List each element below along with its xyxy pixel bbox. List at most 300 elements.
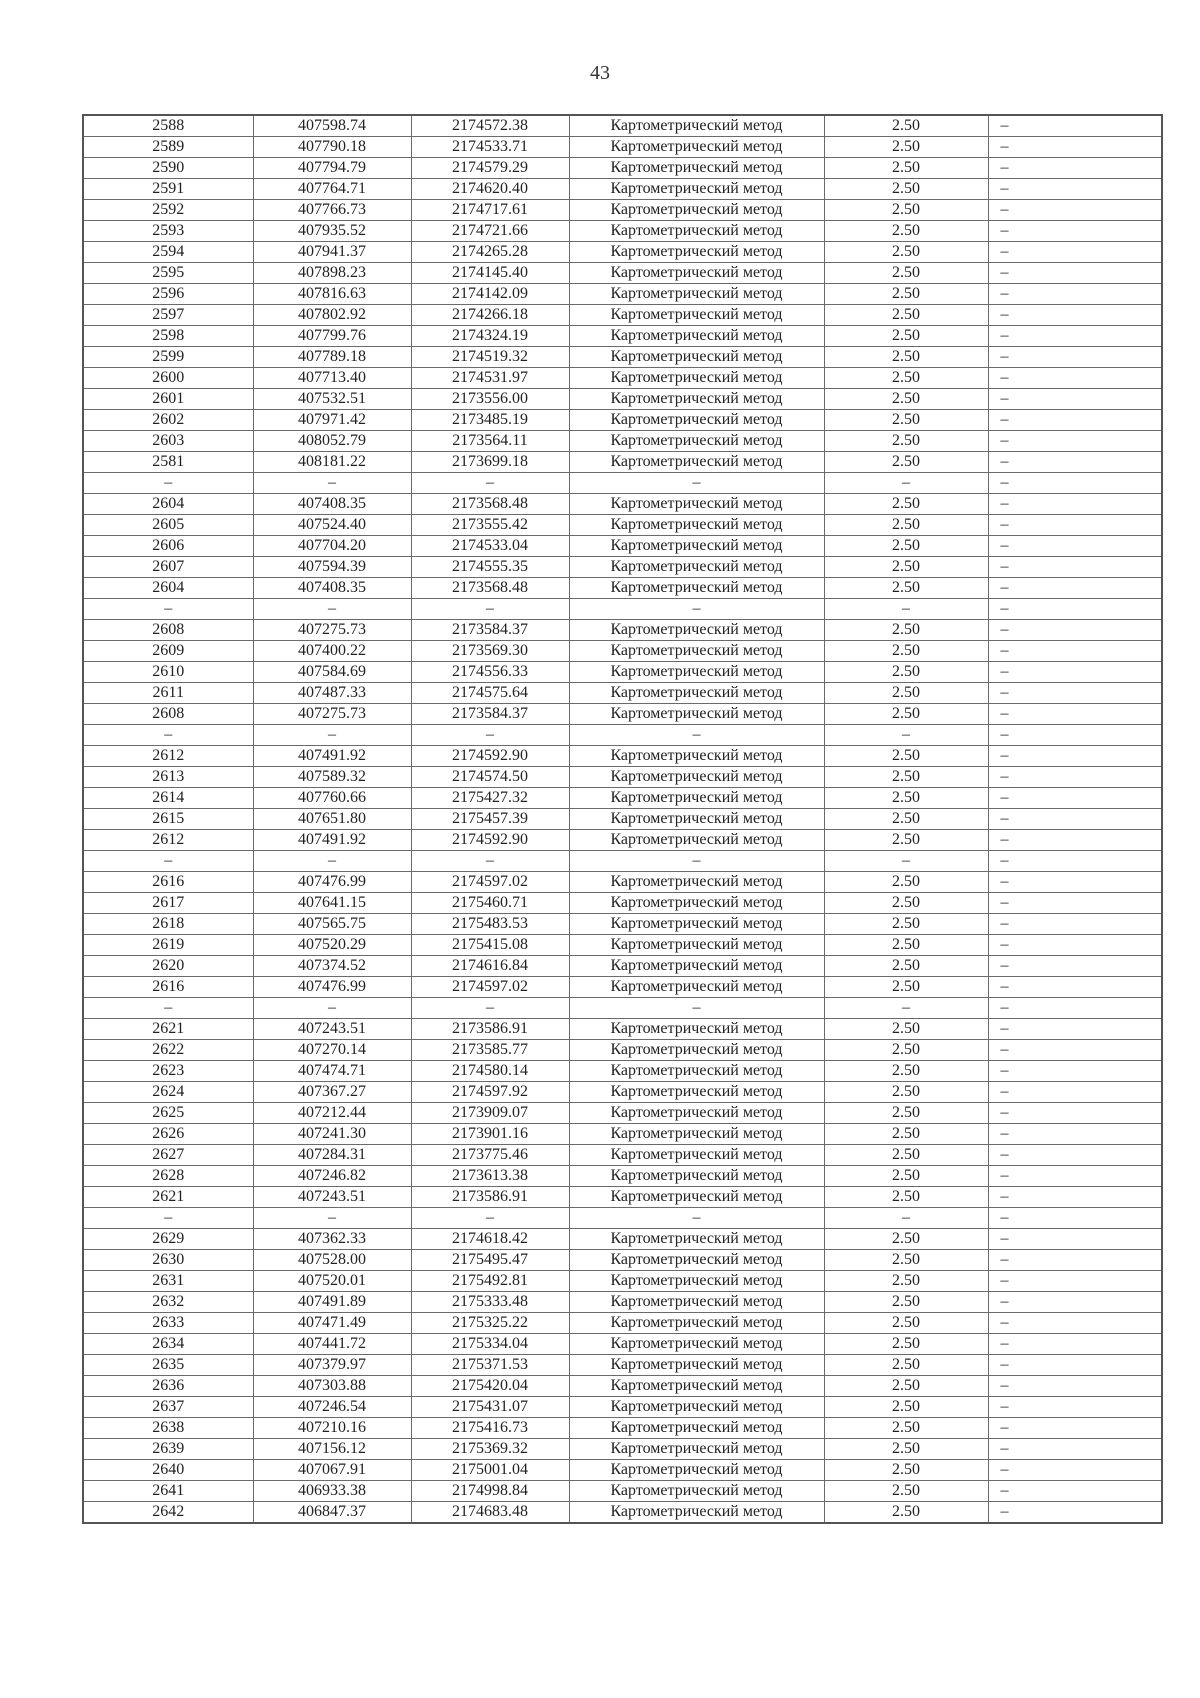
y-coordinate-cell: 2175492.81 — [411, 1271, 569, 1292]
accuracy-cell: 2.50 — [824, 410, 988, 431]
table-row — [83, 1313, 1162, 1334]
accuracy-cell: – — [824, 1208, 988, 1229]
x-coordinate-cell: 407816.63 — [253, 284, 411, 305]
accuracy-cell: 2.50 — [824, 1439, 988, 1460]
method-cell: Картометрический метод — [569, 452, 824, 473]
x-coordinate-cell: 407651.80 — [253, 809, 411, 830]
description-cell: – — [988, 1166, 1162, 1187]
point-number-cell: 2592 — [83, 200, 253, 221]
table-row — [83, 1166, 1162, 1187]
table-row — [83, 326, 1162, 347]
table-row — [83, 263, 1162, 284]
x-coordinate-cell: 407794.79 — [253, 158, 411, 179]
y-coordinate-cell: 2175420.04 — [411, 1376, 569, 1397]
point-number-cell: 2630 — [83, 1250, 253, 1271]
x-coordinate-cell: – — [253, 998, 411, 1019]
table-row — [83, 893, 1162, 914]
accuracy-cell: 2.50 — [824, 200, 988, 221]
accuracy-cell: 2.50 — [824, 956, 988, 977]
description-cell: – — [988, 1460, 1162, 1481]
table-row — [83, 410, 1162, 431]
x-coordinate-cell: 407789.18 — [253, 347, 411, 368]
table-row — [83, 956, 1162, 977]
table-row — [83, 515, 1162, 536]
point-number-cell: 2642 — [83, 1502, 253, 1524]
method-cell: – — [569, 599, 824, 620]
x-coordinate-cell: 407362.33 — [253, 1229, 411, 1250]
page-number: 43 — [590, 62, 610, 84]
y-coordinate-cell: 2173775.46 — [411, 1145, 569, 1166]
coordinates-table-body — [83, 115, 1162, 1523]
point-number-cell: 2609 — [83, 641, 253, 662]
point-number-cell: 2623 — [83, 1061, 253, 1082]
table-row — [83, 1502, 1162, 1524]
point-number-cell: 2608 — [83, 704, 253, 725]
x-coordinate-cell: 407589.32 — [253, 767, 411, 788]
x-coordinate-cell: 407598.74 — [253, 115, 411, 137]
point-number-cell: 2604 — [83, 578, 253, 599]
point-number-cell: 2617 — [83, 893, 253, 914]
point-number-cell: 2616 — [83, 872, 253, 893]
method-cell: Картометрический метод — [569, 1502, 824, 1524]
description-cell: – — [988, 1271, 1162, 1292]
accuracy-cell: 2.50 — [824, 662, 988, 683]
description-cell: – — [988, 914, 1162, 935]
x-coordinate-cell: 407971.42 — [253, 410, 411, 431]
table-row — [83, 1103, 1162, 1124]
point-number-cell: 2633 — [83, 1313, 253, 1334]
point-number-cell: 2607 — [83, 557, 253, 578]
point-number-cell: 2588 — [83, 115, 253, 137]
description-cell: – — [988, 1418, 1162, 1439]
y-coordinate-cell: 2174533.71 — [411, 137, 569, 158]
x-coordinate-cell: 407374.52 — [253, 956, 411, 977]
method-cell: Картометрический метод — [569, 620, 824, 641]
accuracy-cell: 2.50 — [824, 1061, 988, 1082]
description-cell: – — [988, 788, 1162, 809]
accuracy-cell: – — [824, 599, 988, 620]
x-coordinate-cell: 407704.20 — [253, 536, 411, 557]
x-coordinate-cell: 407641.15 — [253, 893, 411, 914]
x-coordinate-cell: 407528.00 — [253, 1250, 411, 1271]
accuracy-cell: 2.50 — [824, 767, 988, 788]
description-cell: – — [988, 998, 1162, 1019]
table-row — [83, 1250, 1162, 1271]
point-number-cell: 2604 — [83, 494, 253, 515]
y-coordinate-cell: 2175457.39 — [411, 809, 569, 830]
x-coordinate-cell: 407476.99 — [253, 872, 411, 893]
point-number-cell: 2581 — [83, 452, 253, 473]
x-coordinate-cell: 407491.92 — [253, 746, 411, 767]
table-row — [83, 536, 1162, 557]
description-cell: – — [988, 536, 1162, 557]
description-cell: – — [988, 830, 1162, 851]
table-row — [83, 1271, 1162, 1292]
y-coordinate-cell: 2175483.53 — [411, 914, 569, 935]
point-number-cell: 2605 — [83, 515, 253, 536]
method-cell: Картометрический метод — [569, 1103, 824, 1124]
separator-row — [83, 473, 1162, 494]
table-row — [83, 1334, 1162, 1355]
x-coordinate-cell: 407520.01 — [253, 1271, 411, 1292]
x-coordinate-cell: 407524.40 — [253, 515, 411, 536]
x-coordinate-cell: 407898.23 — [253, 263, 411, 284]
description-cell: – — [988, 389, 1162, 410]
description-cell: – — [988, 1208, 1162, 1229]
point-number-cell: 2598 — [83, 326, 253, 347]
description-cell: – — [988, 1502, 1162, 1524]
method-cell: Картометрический метод — [569, 956, 824, 977]
accuracy-cell: 2.50 — [824, 914, 988, 935]
x-coordinate-cell: 407270.14 — [253, 1040, 411, 1061]
point-number-cell: 2589 — [83, 137, 253, 158]
x-coordinate-cell: 407367.27 — [253, 1082, 411, 1103]
point-number-cell: 2628 — [83, 1166, 253, 1187]
method-cell: Картометрический метод — [569, 284, 824, 305]
method-cell: Картометрический метод — [569, 242, 824, 263]
x-coordinate-cell: 407408.35 — [253, 494, 411, 515]
table-row — [83, 662, 1162, 683]
x-coordinate-cell: 407764.71 — [253, 179, 411, 200]
table-row — [83, 1355, 1162, 1376]
table-row — [83, 389, 1162, 410]
description-cell: – — [988, 137, 1162, 158]
method-cell: Картометрический метод — [569, 221, 824, 242]
x-coordinate-cell: 407474.71 — [253, 1061, 411, 1082]
description-cell: – — [988, 935, 1162, 956]
table-row — [83, 746, 1162, 767]
point-number-cell: 2596 — [83, 284, 253, 305]
accuracy-cell: 2.50 — [824, 1166, 988, 1187]
description-cell: – — [988, 1334, 1162, 1355]
table-row — [83, 368, 1162, 389]
method-cell: Картометрический метод — [569, 935, 824, 956]
x-coordinate-cell: 407491.89 — [253, 1292, 411, 1313]
table-row — [83, 1082, 1162, 1103]
table-row — [83, 1376, 1162, 1397]
description-cell: – — [988, 683, 1162, 704]
table-row — [83, 200, 1162, 221]
method-cell: – — [569, 998, 824, 1019]
method-cell: Картометрический метод — [569, 893, 824, 914]
method-cell: Картометрический метод — [569, 305, 824, 326]
description-cell: – — [988, 326, 1162, 347]
table-row — [83, 1229, 1162, 1250]
method-cell: Картометрический метод — [569, 1040, 824, 1061]
accuracy-cell: 2.50 — [824, 1145, 988, 1166]
x-coordinate-cell: 407565.75 — [253, 914, 411, 935]
y-coordinate-cell: 2174531.97 — [411, 368, 569, 389]
description-cell: – — [988, 872, 1162, 893]
description-cell: – — [988, 977, 1162, 998]
y-coordinate-cell: 2174324.19 — [411, 326, 569, 347]
y-coordinate-cell: 2175333.48 — [411, 1292, 569, 1313]
y-coordinate-cell: 2173584.37 — [411, 704, 569, 725]
x-coordinate-cell: 407487.33 — [253, 683, 411, 704]
x-coordinate-cell: – — [253, 599, 411, 620]
method-cell: Картометрический метод — [569, 1334, 824, 1355]
method-cell: Картометрический метод — [569, 536, 824, 557]
y-coordinate-cell: 2173568.48 — [411, 494, 569, 515]
method-cell: Картометрический метод — [569, 1418, 824, 1439]
y-coordinate-cell: 2174265.28 — [411, 242, 569, 263]
description-cell: – — [988, 452, 1162, 473]
separator-row — [83, 599, 1162, 620]
accuracy-cell: 2.50 — [824, 1124, 988, 1145]
accuracy-cell: 2.50 — [824, 1040, 988, 1061]
description-cell: – — [988, 473, 1162, 494]
method-cell: Картометрический метод — [569, 515, 824, 536]
y-coordinate-cell: 2175416.73 — [411, 1418, 569, 1439]
separator-row — [83, 851, 1162, 872]
method-cell: Картометрический метод — [569, 1187, 824, 1208]
method-cell: Картометрический метод — [569, 977, 824, 998]
method-cell: Картометрический метод — [569, 662, 824, 683]
description-cell: – — [988, 851, 1162, 872]
method-cell: Картометрический метод — [569, 1019, 824, 1040]
table-row — [83, 1292, 1162, 1313]
y-coordinate-cell: 2174575.64 — [411, 683, 569, 704]
x-coordinate-cell: 407246.82 — [253, 1166, 411, 1187]
accuracy-cell: 2.50 — [824, 578, 988, 599]
accuracy-cell: 2.50 — [824, 368, 988, 389]
table-row — [83, 1397, 1162, 1418]
accuracy-cell: 2.50 — [824, 1502, 988, 1524]
method-cell: Картометрический метод — [569, 1271, 824, 1292]
table-row — [83, 137, 1162, 158]
table-row — [83, 1187, 1162, 1208]
table-row — [83, 830, 1162, 851]
y-coordinate-cell: 2174555.35 — [411, 557, 569, 578]
x-coordinate-cell: – — [253, 1208, 411, 1229]
description-cell: – — [988, 578, 1162, 599]
y-coordinate-cell: 2174721.66 — [411, 221, 569, 242]
y-coordinate-cell: 2174717.61 — [411, 200, 569, 221]
method-cell: Картометрический метод — [569, 1166, 824, 1187]
point-number-cell: 2590 — [83, 158, 253, 179]
point-number-cell: 2625 — [83, 1103, 253, 1124]
x-coordinate-cell: 407243.51 — [253, 1019, 411, 1040]
accuracy-cell: 2.50 — [824, 977, 988, 998]
point-number-cell: 2621 — [83, 1019, 253, 1040]
table-row — [83, 641, 1162, 662]
method-cell: Картометрический метод — [569, 830, 824, 851]
y-coordinate-cell: – — [411, 998, 569, 1019]
point-number-cell: 2608 — [83, 620, 253, 641]
table-row — [83, 158, 1162, 179]
table-row — [83, 1460, 1162, 1481]
method-cell: Картометрический метод — [569, 641, 824, 662]
accuracy-cell: 2.50 — [824, 326, 988, 347]
description-cell: – — [988, 242, 1162, 263]
method-cell: Картометрический метод — [569, 767, 824, 788]
y-coordinate-cell: 2173568.48 — [411, 578, 569, 599]
x-coordinate-cell: 407584.69 — [253, 662, 411, 683]
method-cell: Картометрический метод — [569, 683, 824, 704]
x-coordinate-cell: 407471.49 — [253, 1313, 411, 1334]
x-coordinate-cell: 407275.73 — [253, 620, 411, 641]
method-cell: Картометрический метод — [569, 347, 824, 368]
y-coordinate-cell: 2174145.40 — [411, 263, 569, 284]
y-coordinate-cell: – — [411, 725, 569, 746]
table-row — [83, 788, 1162, 809]
accuracy-cell: 2.50 — [824, 620, 988, 641]
table-row — [83, 557, 1162, 578]
point-number-cell: 2629 — [83, 1229, 253, 1250]
x-coordinate-cell: 407799.76 — [253, 326, 411, 347]
accuracy-cell: 2.50 — [824, 683, 988, 704]
x-coordinate-cell: 407766.73 — [253, 200, 411, 221]
accuracy-cell: 2.50 — [824, 115, 988, 137]
accuracy-cell: 2.50 — [824, 1103, 988, 1124]
table-row — [83, 1439, 1162, 1460]
accuracy-cell: 2.50 — [824, 263, 988, 284]
accuracy-cell: 2.50 — [824, 1397, 988, 1418]
method-cell: Картометрический метод — [569, 1376, 824, 1397]
point-number-cell: 2600 — [83, 368, 253, 389]
x-coordinate-cell: 407067.91 — [253, 1460, 411, 1481]
accuracy-cell: 2.50 — [824, 704, 988, 725]
method-cell: Картометрический метод — [569, 914, 824, 935]
point-number-cell: 2618 — [83, 914, 253, 935]
table-row — [83, 977, 1162, 998]
accuracy-cell: 2.50 — [824, 809, 988, 830]
method-cell: Картометрический метод — [569, 1229, 824, 1250]
point-number-cell: 2611 — [83, 683, 253, 704]
x-coordinate-cell: – — [253, 473, 411, 494]
point-number-cell: 2597 — [83, 305, 253, 326]
description-cell: – — [988, 1019, 1162, 1040]
accuracy-cell: 2.50 — [824, 788, 988, 809]
method-cell: Картометрический метод — [569, 389, 824, 410]
table-row — [83, 914, 1162, 935]
point-number-cell: 2622 — [83, 1040, 253, 1061]
x-coordinate-cell: 407241.30 — [253, 1124, 411, 1145]
method-cell: Картометрический метод — [569, 1397, 824, 1418]
accuracy-cell: 2.50 — [824, 1376, 988, 1397]
accuracy-cell: 2.50 — [824, 1271, 988, 1292]
method-cell: Картометрический метод — [569, 431, 824, 452]
y-coordinate-cell: – — [411, 1208, 569, 1229]
description-cell: – — [988, 158, 1162, 179]
point-number-cell: 2619 — [83, 935, 253, 956]
accuracy-cell: 2.50 — [824, 515, 988, 536]
table-row — [83, 809, 1162, 830]
point-number-cell: 2602 — [83, 410, 253, 431]
y-coordinate-cell: 2175325.22 — [411, 1313, 569, 1334]
table-row — [83, 1145, 1162, 1166]
table-row — [83, 767, 1162, 788]
y-coordinate-cell: – — [411, 851, 569, 872]
method-cell: Картометрический метод — [569, 200, 824, 221]
accuracy-cell: 2.50 — [824, 431, 988, 452]
method-cell: Картометрический метод — [569, 410, 824, 431]
point-number-cell: 2615 — [83, 809, 253, 830]
method-cell: Картометрический метод — [569, 1061, 824, 1082]
point-number-cell: 2634 — [83, 1334, 253, 1355]
y-coordinate-cell: 2174519.32 — [411, 347, 569, 368]
accuracy-cell: 2.50 — [824, 284, 988, 305]
table-row — [83, 683, 1162, 704]
accuracy-cell: 2.50 — [824, 179, 988, 200]
description-cell: – — [988, 494, 1162, 515]
x-coordinate-cell: 407441.72 — [253, 1334, 411, 1355]
accuracy-cell: – — [824, 473, 988, 494]
y-coordinate-cell: 2173564.11 — [411, 431, 569, 452]
y-coordinate-cell: 2175369.32 — [411, 1439, 569, 1460]
accuracy-cell: 2.50 — [824, 872, 988, 893]
description-cell: – — [988, 1397, 1162, 1418]
y-coordinate-cell: 2174618.42 — [411, 1229, 569, 1250]
x-coordinate-cell: 407594.39 — [253, 557, 411, 578]
point-number-cell: 2631 — [83, 1271, 253, 1292]
table-row — [83, 115, 1162, 137]
accuracy-cell: 2.50 — [824, 452, 988, 473]
method-cell: Картометрический метод — [569, 1250, 824, 1271]
accuracy-cell: 2.50 — [824, 137, 988, 158]
x-coordinate-cell: 407379.97 — [253, 1355, 411, 1376]
description-cell: – — [988, 1355, 1162, 1376]
method-cell: Картометрический метод — [569, 578, 824, 599]
x-coordinate-cell: 406847.37 — [253, 1502, 411, 1524]
table-row — [83, 1061, 1162, 1082]
x-coordinate-cell: – — [253, 851, 411, 872]
method-cell: Картометрический метод — [569, 1292, 824, 1313]
accuracy-cell: 2.50 — [824, 1334, 988, 1355]
accuracy-cell: 2.50 — [824, 305, 988, 326]
x-coordinate-cell: – — [253, 725, 411, 746]
description-cell: – — [988, 704, 1162, 725]
table-row — [83, 284, 1162, 305]
description-cell: – — [988, 1250, 1162, 1271]
table-row — [83, 305, 1162, 326]
accuracy-cell: 2.50 — [824, 641, 988, 662]
table-row — [83, 578, 1162, 599]
table-row — [83, 1481, 1162, 1502]
point-number-cell: 2593 — [83, 221, 253, 242]
accuracy-cell: 2.50 — [824, 1229, 988, 1250]
y-coordinate-cell: 2174572.38 — [411, 115, 569, 137]
point-number-cell: 2594 — [83, 242, 253, 263]
method-cell: Картометрический метод — [569, 788, 824, 809]
point-number-cell: 2637 — [83, 1397, 253, 1418]
description-cell: – — [988, 1229, 1162, 1250]
y-coordinate-cell: 2174597.02 — [411, 872, 569, 893]
y-coordinate-cell: 2174998.84 — [411, 1481, 569, 1502]
x-coordinate-cell: 408181.22 — [253, 452, 411, 473]
description-cell: – — [988, 746, 1162, 767]
table-row — [83, 242, 1162, 263]
point-number-cell: 2636 — [83, 1376, 253, 1397]
separator-row — [83, 998, 1162, 1019]
accuracy-cell: 2.50 — [824, 1292, 988, 1313]
x-coordinate-cell: 407284.31 — [253, 1145, 411, 1166]
x-coordinate-cell: 407713.40 — [253, 368, 411, 389]
separator-row — [83, 1208, 1162, 1229]
y-coordinate-cell: 2173485.19 — [411, 410, 569, 431]
y-coordinate-cell: 2174580.14 — [411, 1061, 569, 1082]
point-number-cell: 2624 — [83, 1082, 253, 1103]
accuracy-cell: 2.50 — [824, 1313, 988, 1334]
y-coordinate-cell: 2174556.33 — [411, 662, 569, 683]
y-coordinate-cell: 2173584.37 — [411, 620, 569, 641]
y-coordinate-cell: 2173555.42 — [411, 515, 569, 536]
x-coordinate-cell: 407520.29 — [253, 935, 411, 956]
point-number-cell: 2638 — [83, 1418, 253, 1439]
x-coordinate-cell: 407476.99 — [253, 977, 411, 998]
x-coordinate-cell: 407941.37 — [253, 242, 411, 263]
method-cell: – — [569, 725, 824, 746]
